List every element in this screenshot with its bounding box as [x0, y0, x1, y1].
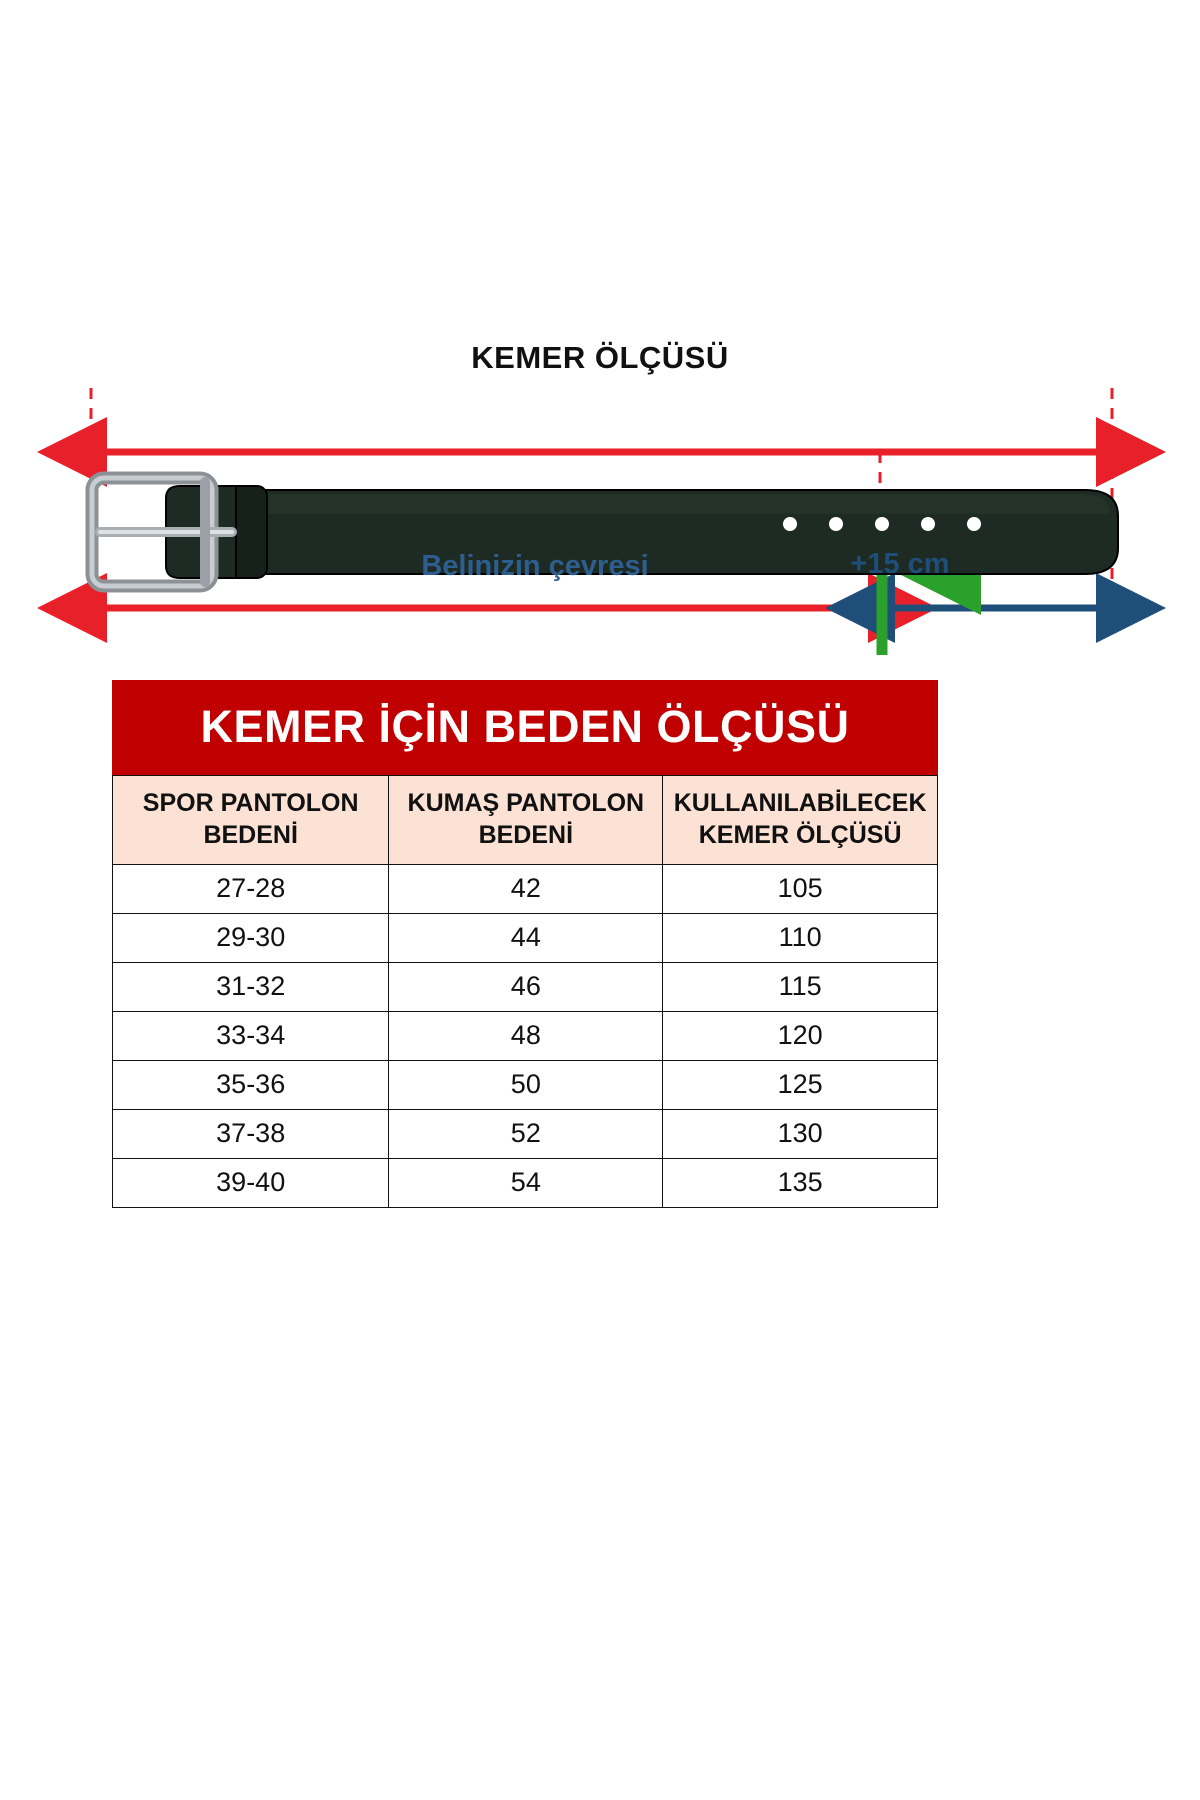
- table-row: [113, 1159, 938, 1208]
- column-header-fabric-trouser-size: KUMAŞ PANTOLON BEDENİ: [389, 776, 663, 865]
- table-row: [113, 1110, 938, 1159]
- cell-belt-size: 135: [663, 1159, 938, 1208]
- table-row: [113, 914, 938, 963]
- cell-belt-size: 130: [663, 1110, 938, 1159]
- cell-fabric-size: 54: [389, 1159, 663, 1208]
- size-chart-table: [112, 775, 938, 1208]
- cell-belt-size: 120: [663, 1012, 938, 1061]
- buckle-icon: [92, 478, 232, 586]
- cell-sport-size: 27-28: [113, 865, 389, 914]
- cell-sport-size: 33-34: [113, 1012, 389, 1061]
- table-row: [113, 865, 938, 914]
- cell-fabric-size: 42: [389, 865, 663, 914]
- extra-length-label: +15 cm: [850, 548, 950, 580]
- cell-belt-size: 125: [663, 1061, 938, 1110]
- cell-sport-size: 37-38: [113, 1110, 389, 1159]
- cell-fabric-size: 48: [389, 1012, 663, 1061]
- cell-belt-size: 115: [663, 963, 938, 1012]
- belt-measurement-diagram: [0, 0, 1200, 680]
- column-header-usable-belt-size: KULLANILABİLECEK KEMER ÖLÇÜSÜ: [663, 776, 938, 865]
- total-length-label: KEMER ÖLÇÜSÜ: [471, 340, 729, 375]
- size-chart-title: KEMER İÇİN BEDEN ÖLÇÜSÜ: [112, 680, 938, 775]
- cell-fabric-size: 44: [389, 914, 663, 963]
- cell-sport-size: 29-30: [113, 914, 389, 963]
- waist-length-label: Belinizin çevresi: [421, 550, 649, 582]
- cell-sport-size: 35-36: [113, 1061, 389, 1110]
- cell-fabric-size: 46: [389, 963, 663, 1012]
- cell-belt-size: 110: [663, 914, 938, 963]
- table-header-row: [113, 776, 938, 865]
- cell-fabric-size: 52: [389, 1110, 663, 1159]
- cell-sport-size: 39-40: [113, 1159, 389, 1208]
- cell-sport-size: 31-32: [113, 963, 389, 1012]
- column-header-sport-trouser-size: SPOR PANTOLON BEDENİ: [113, 776, 389, 865]
- cell-fabric-size: 50: [389, 1061, 663, 1110]
- cell-belt-size: 105: [663, 865, 938, 914]
- table-row: [113, 1061, 938, 1110]
- size-chart: [112, 680, 938, 1208]
- table-row: [113, 963, 938, 1012]
- table-row: [113, 1012, 938, 1061]
